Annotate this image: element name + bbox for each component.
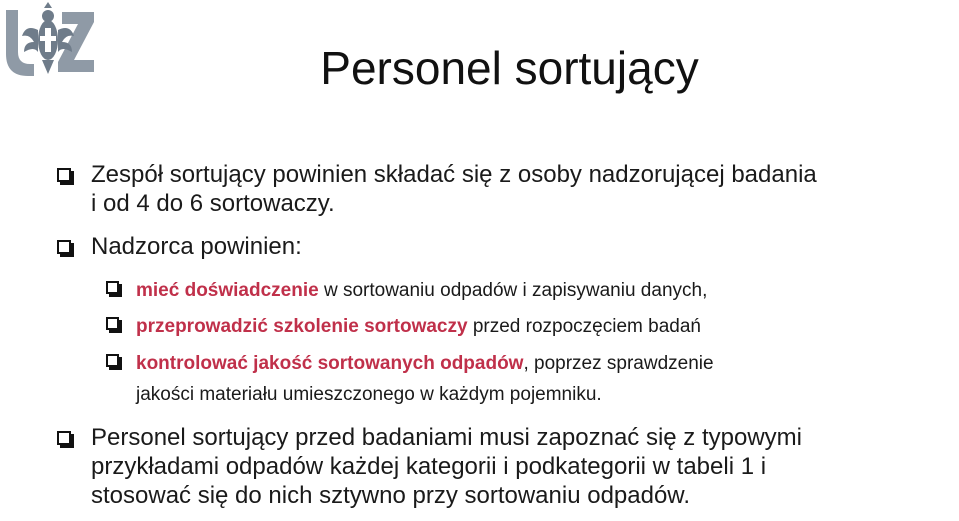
bullet-text: Zespół sortujący powinien składać się z osoby nadzorującej badania	[91, 161, 817, 188]
bullet-item	[57, 232, 947, 261]
sub-bullet-item	[106, 275, 946, 306]
checkbox-bullet-icon	[57, 431, 71, 445]
bullet-item	[57, 423, 952, 510]
bullet-text: stosować się do nich sztywno przy sortowaniu odpadów.	[91, 482, 690, 509]
highlight-text: mieć doświadczenie	[136, 280, 319, 301]
sub-bullet-item	[106, 348, 946, 410]
sub-bullet-text: , poprzez sprawdzenie	[523, 353, 714, 374]
checkbox-bullet-icon	[106, 354, 119, 367]
bullet-text: i od 4 do 6 sortowaczy.	[91, 190, 335, 217]
sub-bullet-item	[106, 311, 946, 342]
bullet-text: przykładami odpadów każdej kategorii i podkategorii w tabeli 1 i	[91, 453, 767, 480]
bullet-item	[57, 160, 947, 218]
bullet-text: Personel sortujący przed badaniami musi zapoznać się z typowymi	[91, 424, 802, 451]
checkbox-bullet-icon	[57, 168, 71, 182]
checkbox-bullet-icon	[106, 317, 119, 330]
sub-bullet-text: w sortowaniu odpadów i zapisywaniu danych,	[318, 280, 708, 301]
sub-bullet-text: jakości materiału umieszczonego w każdym pojemniku.	[136, 384, 602, 405]
highlight-text: przeprowadzić szkolenie sortowaczy	[136, 316, 468, 337]
checkbox-bullet-icon	[57, 240, 71, 254]
bullet-text: Nadzorca powinien:	[91, 233, 302, 260]
highlight-text: kontrolować jakość sortowanych odpadów	[136, 353, 524, 374]
checkbox-bullet-icon	[106, 281, 119, 294]
sub-bullet-text: przed rozpoczęciem badań	[467, 316, 701, 337]
slide-title: Personel sortujący	[320, 42, 699, 94]
